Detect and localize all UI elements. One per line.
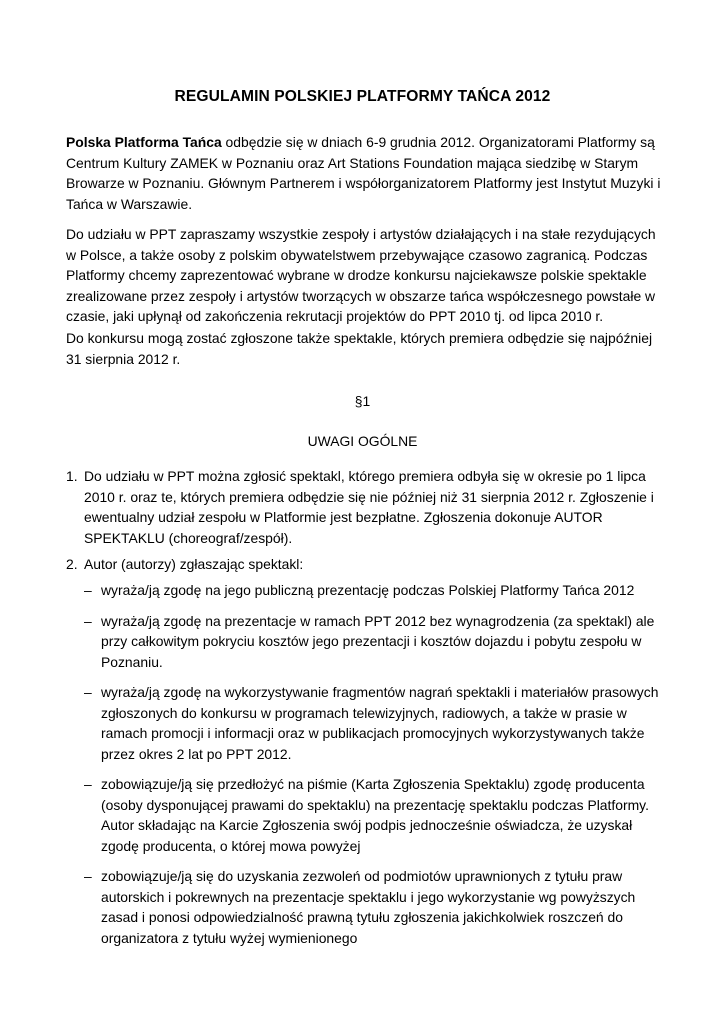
intro-bold-lead: Polska Platforma Tańca [66,134,222,150]
dash-bullet: – [84,868,92,884]
dash-list-item [84,774,662,856]
dash-list-item-text: zobowiązuje/ją się do uzyskania zezwoleń od podmiotów uprawnionych z tytułu praw autorskich i pokrewnych na prezentacje spektaklu i jego wykorzystanie wg powyższych zasad i ponosi odpowiedzialność prawną tytułu zgłoszenia jakichkolwiek roszczeń do organizatora z tytułu wyżej wymienionego [101,868,636,946]
intro-paragraph-1 [66,132,662,214]
section-sign: §1 [354,393,371,409]
dash-list-item [84,611,662,673]
numbered-list-item-1-container [66,466,662,548]
dash-bullet: – [84,612,92,629]
dash-sub-list [84,580,662,958]
dash-bullet: – [84,582,92,598]
list-item-text: Do udziału w PPT można zgłosić spektakl, którego premiera odbyła się w okresie po 1 lipca 2010 r. oraz te, których premiera odbędzie się nie później niż 31 sierpnia 2012 r. Zgłoszenie i ewentualny udział zespołu w Platformie jest bezpłatne. Zgłoszenia dokonuje AUTOR SPEKTAKLU (choreograf/zespół). [84,468,654,546]
intro-paragraph-3: Do konkursu mogą zostać zgłoszone także spektakle, których premiera odbędzie się najpóźniej 31 sierpnia 2012 r. [66,330,653,367]
dash-list-item-text: wyraża/ją zgodę na prezentacje w ramach PPT 2012 bez wynagrodzenia (za spektakl) ale przy całkowitym pokryciu kosztów jego prezentacji i kosztów dojazdu i pobytu zespołu w Poznaniu. [101,612,655,670]
intro-paragraph-1-text: odbędzie się w dniach 6-9 grudnia 2012. Organizatorami Platformy są Centrum Kultury ZAMEK w Poznaniu oraz Art Stations Foundation mająca siedzibę w Starym Browarze w Poznaniu. Głównym Partnerem i współorganizatorem Platformy jest Instytut Muzyki i Tańca w Warszawie. [66,134,661,212]
document-title: REGULAMIN POLSKIEJ PLATFORMY TAŃCA 2012 [174,88,551,105]
dash-list-item-text: wyraża/ją zgodę na wykorzystywanie fragmentów nagrań spektakli i materiałów prasowych zgłoszonych do konkursu w programach telewizyjnych, radiowych, a także w prasie w ramach promocji i informacji oraz w publikacjach promocyjnych wykorzystywanych także przez okres 2 lat po PPT 2012. [101,684,659,762]
section-title: UWAGI OGÓLNE [307,433,418,449]
numbered-list-item [66,554,662,575]
dash-list-item [84,866,662,948]
intro-paragraph-2: Do udziału w PPT zapraszamy wszystkie zespoły i artystów działających i na stałe rezydujących w Polsce, a także osoby z polskim obywatelstwem przebywające czasowo zagranicą. Podczas Platformy chcemy zaprezentować wybrane w drodze konkursu najciekawsze polskie spektakle zrealizowane przez zespoły i artystów tworzących w obszarze tańca współczesnego powstałe w czasie, jaki upłynął od zakończenia rekrutacji projektów do PPT 2010 tj. od lipca 2010 r. [66,226,656,324]
list-item-number: 2. [66,556,78,572]
list-item-number: 1. [66,468,78,484]
numbered-list-item-2-container [66,554,662,575]
dash-list-item [84,580,662,601]
dash-list-item-text: zobowiązuje/ją się przedłożyć na piśmie (Karta Zgłoszenia Spektaklu) zgodę producenta (osoby dysponującej prawami do spektaklu) na prezentację spektaklu podczas Platformy. Autor składając na Karcie Zgłoszenia swój podpis jednocześnie oświadcza, że uzyskał zgodę producenta, o której mowa powyżej [101,776,649,854]
dash-bullet: – [84,776,92,792]
list-item-text: Autor (autorzy) zgłaszając spektakl: [84,556,304,572]
numbered-list-item [66,466,662,548]
dash-bullet: – [84,684,92,700]
dash-list-item-text: wyraża/ją zgodę na jego publiczną prezentację podczas Polskiej Platformy Tańca 2012 [101,582,635,598]
dash-list-item [84,682,662,764]
